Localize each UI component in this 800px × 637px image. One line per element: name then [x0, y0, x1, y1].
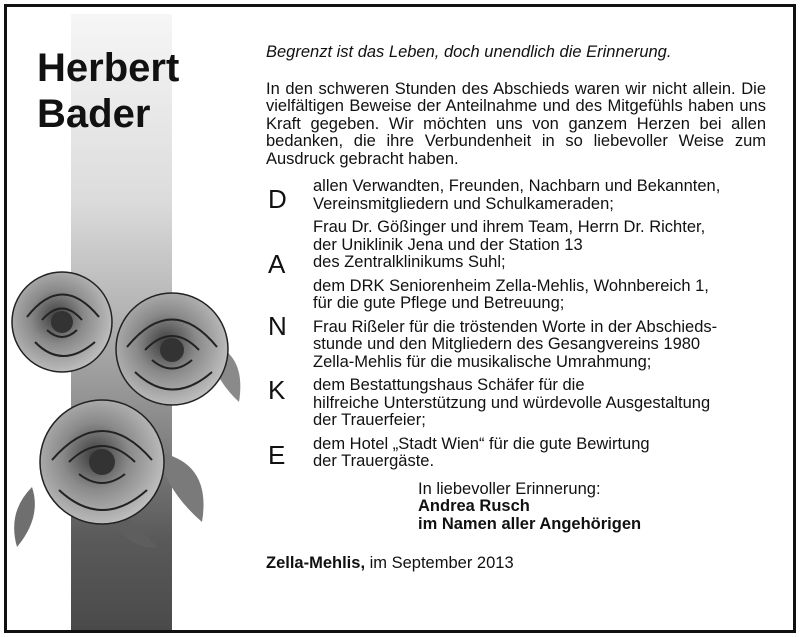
thanks-line: für die gute Pflege und Betreuung; — [313, 294, 565, 312]
motto: Begrenzt ist das Leben, doch unendlich die Erinnerung. — [266, 43, 672, 61]
thanks-item — [313, 436, 766, 471]
thanks-line: Zella-Mehlis für die musikalische Umrahmung; — [313, 352, 652, 371]
thanks-line: der Trauerfeier; — [313, 411, 426, 429]
danke-letter-e: E — [268, 440, 286, 470]
thanks-line: Frau Dr. Gößinger und ihrem Team, Herrn Dr. Richter, — [313, 218, 706, 236]
danke-letter-a: A — [268, 249, 286, 279]
thanks-item — [313, 377, 766, 430]
place-date — [266, 555, 766, 573]
signer-relation: im Namen aller Angehörigen — [418, 514, 642, 533]
thanks-line: der Uniklinik Jena und der Station 13 — [313, 235, 583, 254]
thanks-line: des Zentralklinikums Suhl; — [313, 253, 506, 271]
roses-image — [7, 262, 247, 552]
obituary-card — [4, 4, 796, 633]
thanks-line: hilfreiche Unterstützung und würdevolle Ausgestaltung — [313, 393, 711, 412]
rose-top-left — [12, 272, 112, 372]
thanks-line: allen Verwandten, Freunden, Nachbarn und Bekannten, — [313, 177, 721, 195]
place: Zella-Mehlis, — [266, 554, 366, 572]
thanks-line: stunde und den Mitgliedern des Gesangvereins 1980 — [313, 335, 701, 353]
thanks-line: Frau Rißeler für die tröstenden Worte in der Abschieds- — [313, 317, 718, 336]
rose-right — [116, 293, 228, 405]
thanks-item — [313, 219, 766, 272]
thanks-line: der Trauergäste. — [313, 452, 435, 470]
signer-name: Andrea Rusch — [418, 497, 530, 515]
intro-paragraph: In den schweren Stunden des Abschieds waren wir nicht allein. Die vielfältigen Beweise der Anteilnahme und des Mitgefühls haben uns Kraft gegeben. Wir möchten uns von ganzem Herzen bei allen bedanken, die ihre Verbundenheit in so liebevoller Weise zum Ausdruck gebracht haben. — [266, 79, 766, 168]
last-name: Bader — [37, 92, 151, 136]
thanks-item — [313, 178, 766, 213]
thanks-line: Vereinsmitgliedern und Schulkameraden; — [313, 194, 614, 213]
thanks-line: dem Bestattungshaus Schäfer für die — [313, 376, 585, 394]
thanks-item — [313, 278, 766, 313]
danke-letter-k: K — [268, 375, 286, 405]
rose-bottom — [40, 400, 164, 524]
thanks-line: dem Hotel „Stadt Wien“ für die gute Bewirtung — [313, 434, 650, 453]
date: im September 2013 — [369, 554, 514, 572]
first-name: Herbert — [37, 46, 180, 90]
text-column — [266, 44, 766, 573]
thanks-line: dem DRK Seniorenheim Zella-Mehlis, Wohnbereich 1, — [313, 276, 709, 295]
danke-letter-n: N — [268, 311, 287, 341]
deceased-name — [37, 45, 179, 137]
closing-line: In liebevoller Erinnerung: — [418, 479, 601, 498]
thanks-list — [266, 178, 766, 471]
thanks-item — [313, 319, 766, 372]
danke-letter-d: D — [268, 184, 287, 214]
